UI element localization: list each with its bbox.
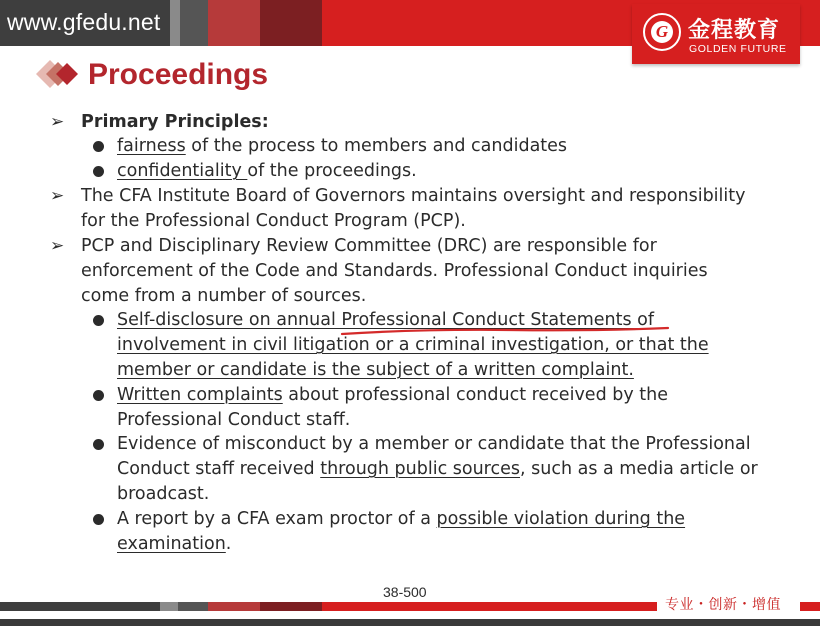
- source-self-disclosure-line1: Self-disclosure on annual Professional Conduct Statements of: [117, 310, 655, 330]
- source-text: .: [225, 534, 232, 554]
- examination-link: examination: [117, 534, 226, 554]
- sub-bullet-fairness: [117, 134, 567, 159]
- banner-segment: [180, 0, 208, 46]
- site-url[interactable]: www.gfedu.net: [7, 9, 161, 35]
- banner-segment: [208, 0, 260, 46]
- footer-segment: [322, 602, 657, 611]
- dot-bullet-icon: [93, 390, 104, 401]
- source-proctor-report-line1: [117, 507, 685, 532]
- source-text: about professional conduct received by the: [282, 385, 668, 405]
- bullet-primary-principles: Primary Principles:: [81, 112, 269, 132]
- logo-emblem-icon: [643, 13, 681, 51]
- sub-bullet-text: of the proceedings.: [247, 161, 417, 181]
- dot-bullet-icon: [93, 141, 104, 152]
- source-self-disclosure-line3: member or candidate is the subject of a written complaint.: [117, 360, 634, 380]
- footer-slogan: 专业・创新・增值: [665, 597, 781, 613]
- bottom-edge-strip: [0, 619, 820, 626]
- bullet-pcp-line3: come from a number of sources.: [81, 286, 367, 306]
- source-written-complaints-line2: Professional Conduct staff.: [117, 410, 351, 430]
- dot-bullet-icon: [93, 315, 104, 326]
- dot-bullet-icon: [93, 514, 104, 525]
- banner-segment: [260, 0, 322, 46]
- source-text: A report by a CFA exam proctor of a: [117, 509, 437, 529]
- written-complaints-link: Written complaints: [117, 385, 283, 405]
- source-self-disclosure-line2: involvement in civil litigation or a criminal investigation, or that the: [117, 335, 709, 355]
- bullet-pcp-line1: PCP and Disciplinary Review Committee (DRC) are responsible for: [81, 236, 657, 256]
- sub-bullet-confidentiality: [117, 159, 417, 184]
- fairness-link: fairness: [117, 136, 186, 156]
- source-text: Conduct staff received: [117, 459, 321, 479]
- arrow-bullet-icon: ➢: [50, 112, 65, 132]
- footer-segment: [260, 602, 322, 611]
- source-written-complaints: [117, 383, 668, 408]
- footer-segment: [178, 602, 208, 611]
- brand-logo: [632, 4, 800, 64]
- banner-segment: [170, 0, 180, 46]
- source-evidence-line2: [117, 457, 758, 482]
- possible-violation-link: possible violation during the: [436, 509, 686, 529]
- source-proctor-report-line2: [117, 532, 231, 557]
- logo-chinese-name: 金程教育: [688, 18, 781, 43]
- source-text: , such as a media article or: [520, 459, 758, 479]
- footer-segment: [0, 602, 160, 611]
- bullet-board-line2: for the Professional Conduct Program (PCP).: [81, 211, 466, 231]
- logo-english-name: GOLDEN FUTURE: [689, 43, 787, 55]
- dot-bullet-icon: [93, 166, 104, 177]
- footer-segment: [160, 602, 178, 611]
- arrow-bullet-icon: ➢: [50, 236, 65, 256]
- red-annotation-stroke: [340, 325, 670, 337]
- page-title: Proceedings: [88, 58, 269, 91]
- bullet-board-line1: The CFA Institute Board of Governors maintains oversight and responsibility: [81, 186, 746, 206]
- public-sources-link: through public sources: [320, 459, 520, 479]
- page-number: 38-500: [383, 584, 427, 600]
- footer-segment: [208, 602, 260, 611]
- bullet-pcp-line2: enforcement of the Code and Standards. Professional Conduct inquiries: [81, 261, 708, 281]
- source-evidence-line3: broadcast.: [117, 484, 210, 504]
- arrow-bullet-icon: ➢: [50, 186, 65, 206]
- sub-bullet-text: of the process to members and candidates: [185, 136, 568, 156]
- title-diamond-icon: [20, 56, 80, 92]
- source-evidence-line1: Evidence of misconduct by a member or candidate that the Professional: [117, 434, 751, 454]
- logo-mark: G: [651, 21, 673, 43]
- dot-bullet-icon: [93, 439, 104, 450]
- confidentiality-link: confidentiality: [117, 161, 248, 181]
- footer-segment: [800, 602, 820, 611]
